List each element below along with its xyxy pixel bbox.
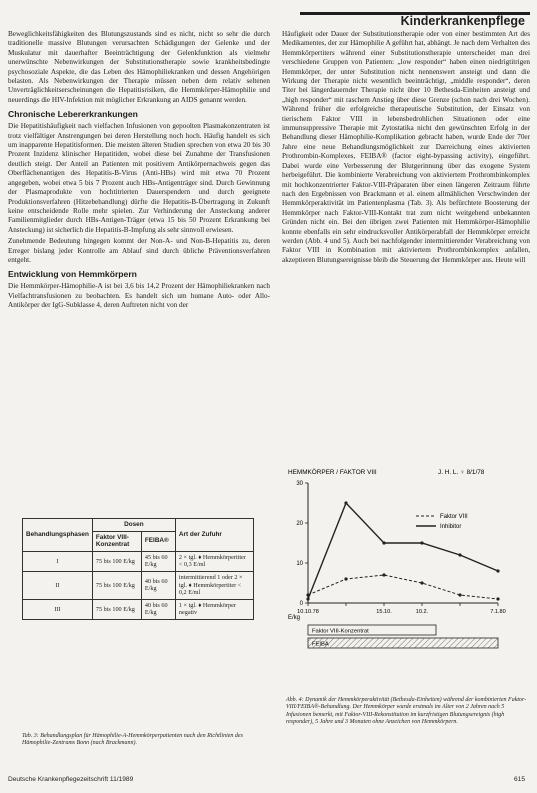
row-phase: III: [23, 599, 93, 619]
point-inhibitor: [458, 553, 461, 556]
footer-page-number: 615: [513, 776, 525, 783]
row-frequency: 1 × tgl. ♦ Hemmkörper negativ: [175, 599, 253, 619]
row-phase: I: [23, 551, 93, 571]
chart-background: [286, 465, 530, 693]
row-feiba: 45 bis 60 E/kg: [141, 551, 175, 571]
table-row: [23, 599, 254, 619]
row-phase: II: [23, 571, 93, 599]
right-paragraph: Häufigkeit oder Dauer der Substitutionstherapie oder von einer bestimmten Art des Medikamentes, der zur Hämophilie A geführt hat, abhängt. Je nach dem Verhalten des Hemmkörpertiters während einer Substitutionstherapie unterscheidet man drei verschiedene Gruppen von Patienten: „low responder“ haben einen niedrigtitrigen Hemmkörper, der unter Substitution nicht nennenswert ansteigt und dann die Wirkung der Therapie nicht wesentlich beeinträchtigt, „middle responder“, deren Titer bei längerdauernder Therapie nicht über 10 Bethesda-Einheiten ansteigt und „high responder“ mit raschem Anstieg über diese Grenze (schon nach drei Wochen). Während früher die erfolgreiche therapeutische Substitution, der Einsatz von tierischem Faktor VIII in lebensbedrohlichen Situationen oder eine immunsuppressive Therapie mit Zytostatika nicht den gewünschten Erfolg in der Behandlung dieser Hämophilie-Komplikation gebracht haben, wurde Ende der 70er Jahre eine neue Behandlungsmöglichkeit zur Darreichung eines aktivierten Prothrombin-Komplexes, FEIBA® (factor eight-bypassing activity), eingeführt. Dabei wurde eine Verbesserung der Blutgerinnung über das exogene System herbeigeführt. Die kombinierte Verabreichung von aktiviertem Prothrombinkomplex mit hochkonzentrierter Faktor-VIII-Präparaten über einen längeren Zeitraum führte nach den Ergebnissen von Brackmann et al. einem allmählichen Verschwinden der Hemmkörperaktivität im Patientenplasma (Tab. 3). Als befürchtete Boosterung der Hemmkörper nach Faktor-VIII-Kontakt trat zum nicht weitgehend unbekannten Gründen nicht ein. Bei den übrigen zwei Patienten mit Hemmkörper-Hämophilie konnte ebenfalls ein sehr eindrucksvoller Antikörperabfall der Hemmkörper erreicht werden (Abb. 4 und 5). Auch bei nachfolgender intermittierender Verabreichung von Faktor VIII in Kombination mit aktiviertem Prothrombinkomplex anfallen, akzeptieren Blutungsereignisse bleib die Steuerung der Hemmkörper aus. Heute will: [282, 30, 530, 264]
point-fviii: [344, 577, 347, 580]
running-head: Kinderkrankenpflege: [400, 14, 525, 28]
chart-svg: [286, 465, 530, 693]
x-tick-label: 7.1.80: [490, 609, 506, 615]
x-tick-label: 15.10.: [376, 609, 392, 615]
intro-paragraph: Beweglichkeitsfähigkeiten des Blutungszustands sind es nicht, nicht so sehr die durch traditionelle massive Blutungen verursachten Schädigungen der Gelenke und der Muskulatur mit dauerhafter Beeinträchtigung der Gelenkfunktion als vielmehr unerwünschte Nebenwirkungen der Substitutionstherapie sowie krankheitsbedingte psychosoziale Aspekte, die das Leben des Hämophiliekranken und dessen Angehörigen belasten. Als Nebenwirkungen der Therapie müssen neben dem relativ seltenen Unverträglichkeitserscheinungen die Hepatitisrisiken, die Hemmkörper-Hämophilie und neuerdings die HIV-Infektion mit möglicher Erkrankung an AIDS genannt werden.: [8, 30, 270, 104]
chart-title-right: J. H. L. ♀ 8/1/78: [438, 469, 485, 476]
table-caption: Tab. 3: Behandlungsplan für Hämophilie-A-Hemmkörperpatienten nach den Richtlinien des Hämophilie-Zentrums Bonn (nach Brackmann).: [22, 733, 243, 747]
figure-inhibitor-chart: [286, 465, 530, 693]
table-row: [23, 551, 254, 571]
row-fviii: 75 bis 100 E/kg: [92, 571, 141, 599]
legend-label-fviii: Faktor VIII: [440, 514, 468, 520]
y-tick-label: 30: [296, 481, 303, 487]
row-fviii: 75 bis 100 E/kg: [92, 599, 141, 619]
x-tick-label: 10.10.78: [297, 609, 319, 615]
liver-paragraph-2: Zunehmende Bedeutung hingegen kommt der Non-A- und Non-B-Hepatitis zu, deren Erreger bislang jeder Kontrolle am Ablauf sind durch übliche Präventionsverfahren entgeht.: [8, 237, 270, 264]
point-inhibitor: [496, 569, 499, 572]
table-row: [23, 571, 254, 599]
point-fviii: [496, 597, 499, 600]
th-feiba: FEIBA®: [141, 531, 175, 551]
point-fviii: [382, 573, 385, 576]
point-inhibitor: [382, 541, 385, 544]
feiba-bar-label: FEIBA: [312, 641, 329, 648]
point-fviii: [420, 581, 423, 584]
y-tick-label: 10: [296, 561, 303, 567]
legend-label-inhibitor: Inhibitor: [440, 524, 462, 530]
dosage-table: [22, 518, 254, 620]
row-frequency: intermittierend 1 oder 2 × tgl. ♦ Hemmkörpertiter < 0,2 E/ml: [175, 571, 253, 599]
left-column: [8, 30, 270, 313]
point-inhibitor: [344, 501, 347, 504]
bottom-unit-label: E/kg: [288, 615, 301, 621]
feiba-treatment-bar: [308, 638, 498, 648]
th-fviii: Faktor VIII-Konzentrat: [92, 531, 141, 551]
heading-chronic-liver: Chronische Lebererkrankungen: [8, 109, 138, 120]
point-fviii: [458, 593, 461, 596]
th-phase: Behandlungsphasen: [23, 519, 93, 552]
inhibitor-paragraph: Die Hemmkörper-Hämophilie-A ist bei 3,6 bis 14,2 Prozent der Hämophiliekranken nach Vielfachtransfusionen zu beobachten. Es handelt sich um humane Auto- oder Allo-Antikörper der IgG-Subklasse 4, deren Auftreten nicht von der: [8, 282, 270, 310]
point-inhibitor: [306, 597, 309, 600]
x-tick-label: 10.2.: [415, 609, 429, 615]
figure-caption: Abb. 4: Dynamik der Hemmkörperaktivität (Bethesda-Einheiten) während der kombinierten Faktor-VIII/FEIBA®-Behandlung. Der Hemmkörper wurde erstmals im Alter von 2 Jahren nach 5 Infusionen bemerkt, mit Faktor-VIII-Rekonstitution im kurzfristigen Blutungsereignis (high responder), 5 Jahre und 3 Monaten ohne Anzeichen von Hemmkörpern.: [286, 697, 527, 726]
row-feiba: 40 bis 60 E/kg: [141, 599, 175, 619]
row-fviii: 75 bis 100 E/kg: [92, 551, 141, 571]
chart-title-left: HEMMKÖRPER / FAKTOR VIII: [288, 469, 377, 476]
th-frequency: Art der Zufuhr: [175, 519, 253, 552]
th-dose: Dosen: [92, 519, 175, 532]
footer-journal: Deutsche Krankenpflegezeitschrift 11/1989: [8, 776, 134, 783]
row-feiba: 40 bis 60 E/kg: [141, 571, 175, 599]
heading-inhibitors: Entwicklung von Hemmkörpern: [8, 269, 137, 280]
y-tick-label: 20: [296, 521, 303, 527]
y-tick-label: 0: [299, 601, 303, 607]
point-inhibitor: [420, 541, 423, 544]
liver-paragraph-1: Die Hepatitishäufigkeit nach vielfachen Infusionen von gepoolten Plasmakonzentraten ist trotz vielfältiger Anstrengungen bei deren Herstellung noch hoch. Häufig handelt es sich um inapparente Hepatitisformen. Die meisten älteren Studien sprechen von etwa 20 bis 30 Prozent Inzidenz klinischer Hepatitiden, wobei diese bei Zunahme der Transfusionen deutlich steigt. Der Anteil an Patienten mit positivem Antikörpernachweis gegen das Oberflächenantigen des Hepatitis-B-Virus (Anti-HBs) wird mit etwa 70 Prozent angegeben, wobei etwa 5 bis 7 Prozent auch HBs-Antigenträger sind. Durch Gewinnung der Plasmaprodukte von hochtitrierten Dauerspendern und durch geeignete Produktionsverfahren (Hitzebehandlung) dürfte die Hepatitis-B-Übertragung in Zukunft keine entscheidende Rolle mehr spielen. Zur Verhinderung der Ansteckung anderer Familienmitglieder durch HBs-Antigen-Träger (etwa 15 bis 50 Prozent Erkrankung bei Ansteckung) ist sicherlich die Hepatitis-B-Impfung als sehr sinnvoll erwiesen.: [8, 122, 270, 234]
row-frequency: 2 × tgl. ♦ Hemmkörpertiter < 0,3 E/ml: [175, 551, 253, 571]
right-column: [282, 30, 530, 267]
fviii-bar-label: Faktor VIII-Konzentrat: [312, 628, 369, 635]
